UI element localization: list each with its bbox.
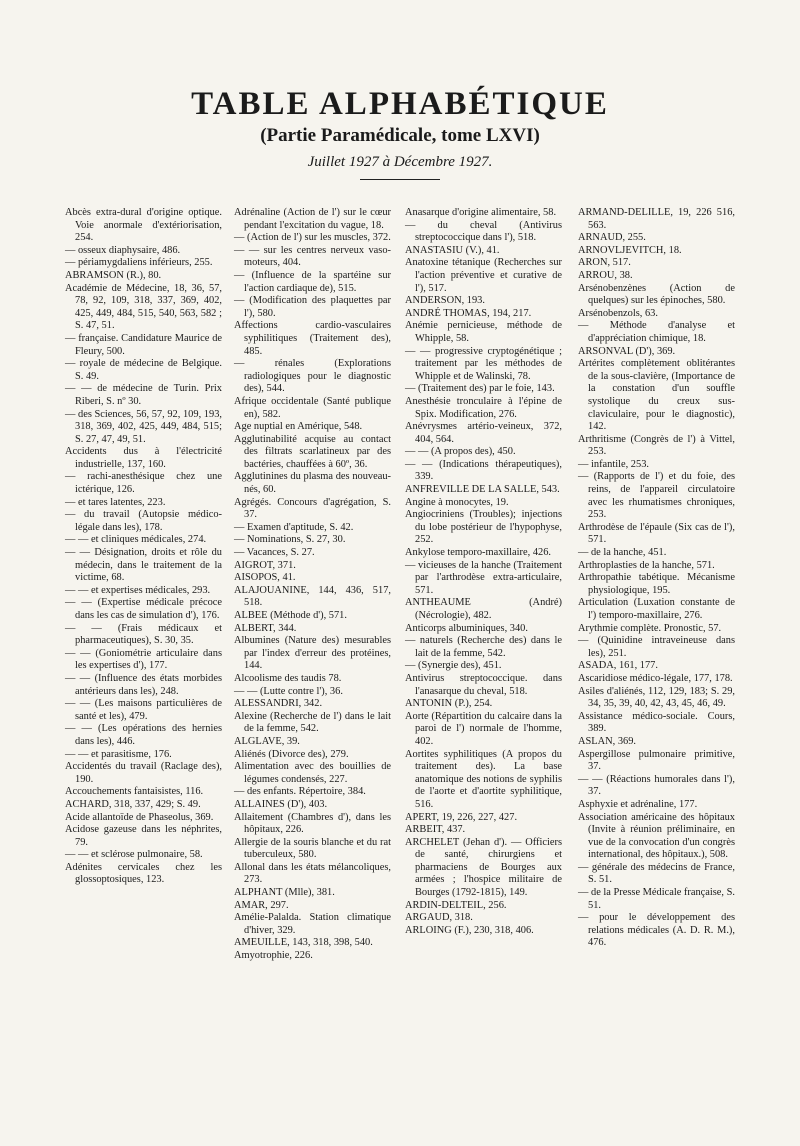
index-entry: — (Synergie des), 451. — [405, 660, 502, 672]
index-entry: ARCHELET (Jehan d'). — Officiers de santé, chirurgiens et pharmaciens de Bourges aux armées ; l'hospice militaire de Bourges (1792-1815), 149. — [405, 836, 562, 899]
index-entry: — — sur les centres nerveux vaso-moteurs, 404. — [234, 244, 391, 269]
index-entry: AMAR, 297. — [234, 899, 289, 911]
index-entry: ARMAND-DELILLE, 19, 226 516, 563. — [578, 207, 735, 231]
index-entry: — infantile, 253. — [578, 458, 649, 470]
index-entry: ARNAUD, 255. — [578, 232, 646, 244]
index-entry: Accidents dus à l'électricité industrielle, 137, 160. — [65, 446, 222, 470]
index-entry: — Nominations, S. 27, 30. — [234, 534, 346, 546]
index-entry: Amyotrophie, 226. — [234, 950, 313, 962]
index-entry: Anatoxine tétanique (Recherches sur l'action préventive et curative de l'), 517. — [405, 257, 562, 294]
page-subtitle: (Partie Paramédicale, tome LXVI) — [260, 125, 540, 146]
index-entry: — de la Presse Médicale française, S. 51. — [578, 887, 735, 911]
index-entry: ANASTASIU (V.), 41. — [405, 244, 500, 256]
index-entry: Association américaine des hôpitaux (Invite à réunion préliminaire, en vue de la convocation d'un congrès international, des hôpitaux.), 508. — [578, 811, 735, 861]
index-entry: Acidose gazeuse dans les néphrites, 79. — [65, 824, 222, 848]
index-entry: — — Désignation, droits et rôle du médecin, dans le traitement de la victime, 68. — [65, 547, 222, 584]
index-entry: — (Influence de la spartéine sur l'action cardiaque de), 515. — [234, 269, 391, 294]
index-column-3 — [405, 207, 562, 937]
index-column-4 — [578, 207, 735, 950]
index-entry: ASADA, 161, 177. — [578, 660, 658, 672]
index-entry: — vicieuses de la hanche (Traitement par l'arthrodèse extra-articulaire, 571. — [405, 559, 562, 596]
index-entry: Articulation (Luxation constante de l') temporo-maxillaire, 276. — [578, 597, 735, 621]
index-entry: — Examen d'aptitude, S. 42. — [234, 521, 354, 533]
index-column-2 — [234, 207, 391, 963]
index-entry: Angiocriniens (Troubles); injections du lobe postérieur de l'hypophyse, 252. — [405, 509, 562, 546]
index-entry: — Méthode d'analyse et d'appréciation chimique, 18. — [578, 320, 735, 344]
index-entry: ALPHANT (Mlle), 381. — [234, 887, 335, 899]
index-entry: Arthritisme (Congrès de l') à Vittel, 253. — [578, 433, 735, 458]
index-entry: ALAJOUANINE, 144, 436, 517, 518. — [234, 584, 391, 609]
index-entry: Allaitement (Chambres d'), dans les hôpitaux, 226. — [234, 811, 391, 836]
index-entry: Assistance médico-sociale. Cours, 389. — [578, 710, 735, 735]
index-entry: Alcoolisme des taudis 78. — [234, 672, 342, 684]
index-entry: Aortites syphilitiques (A propos du traitement des). La base anatomique des notions de syphilis de l'aorte et d'aortite syphilitique, 516. — [405, 748, 562, 810]
index-entry: Aliénés (Divorce des), 279. — [234, 748, 349, 760]
index-entry: ANDERSON, 193. — [405, 295, 485, 307]
index-entry: Allonal dans les états mélancoliques, 273. — [234, 861, 391, 886]
index-entry: Académie de Médecine, 18, 36, 57, 78, 92, 109, 318, 337, 369, 402, 425, 449, 484, 515, 540, 563, 582 ; S. 47, 51. — [65, 282, 222, 332]
index-entry: ASLAN, 369. — [578, 735, 637, 747]
index-entry: Accidentés du travail (Raclage des), 190. — [65, 761, 222, 785]
index-entry: ARLOING (F.), 230, 318, 406. — [405, 924, 534, 936]
index-entry: — — (A propos des), 450. — [405, 446, 516, 458]
index-entry: — du travail (Autopsie médico-légale dans les), 178. — [65, 509, 222, 533]
index-entry: — — (Frais médicaux et pharmaceutiques), S. 30, 35. — [65, 622, 222, 647]
index-entry: — des enfants. Répertoire, 384. — [234, 786, 366, 798]
index-entry: Ankylose temporo-maxillaire, 426. — [405, 547, 552, 559]
index-entry: Alimentation avec des bouillies de légumes condensés, 227. — [234, 761, 391, 785]
index-entry: ALBEE (Méthode d'), 571. — [234, 610, 347, 621]
index-entry: ARBEIT, 437. — [405, 824, 466, 836]
index-entry: APERT, 19, 226, 227, 427. — [405, 811, 518, 823]
index-entry: — périamygdaliens inférieurs, 255. — [65, 257, 213, 269]
index-entry: Allergie de la souris blanche et du rat tuberculeux, 580. — [234, 836, 391, 861]
index-entry: ANFREVILLE DE LA SALLE, 543. — [405, 484, 560, 496]
index-entry: Agglutinabilité acquise au contact des filtrats scarlatineux par des bactéries, chauffées à 60º, 36. — [234, 433, 391, 470]
index-entry: ARDIN-DELTEIL, 256. — [405, 899, 507, 911]
index-entry: Afrique occidentale (Santé publique en), 582. — [234, 395, 391, 420]
index-entry: — française. Candidature Maurice de Fleury, 500. — [65, 332, 222, 357]
index-entry: — (Quinidine intraveineuse dans les), 251. — [578, 635, 735, 659]
index-entry: Aspergillose pulmonaire primitive, 37. — [578, 748, 735, 773]
index-entry: — des Sciences, 56, 57, 92, 109, 193, 318, 369, 402, 425, 449, 484, 515; S. 27, 47, 49, 51. — [65, 408, 222, 445]
index-entry: Anémie pernicieuse, méthode de Whipple, 58. — [405, 320, 562, 344]
title-divider — [360, 179, 440, 180]
index-entry: — générale des médecins de France, S. 51. — [578, 861, 735, 886]
index-entry: Agglutinines du plasma des nouveau-nés, 60. — [234, 471, 391, 496]
index-entry: — rachi-anesthésique chez une ictérique, 126. — [65, 471, 222, 496]
index-entry: Angine à monocytes, 19. — [405, 496, 509, 508]
index-entry: Antivirus streptococcique. dans l'anasarque du cheval, 518. — [405, 672, 562, 697]
index-entry: — — (Lutte contre l'), 36. — [234, 685, 343, 697]
index-entry: Acide allantoïde de Phaseolus, 369. — [65, 811, 214, 823]
index-entry: Adrénaline (Action de l') sur le cœur pendant l'excitation du vague, 18. — [234, 207, 391, 231]
index-entry: Artérites complètement oblitérantes de la sous-clavière, (Importance de la constation d'un souffle systolique du creux sus-claviculaire, pour le diagnostic), 142. — [578, 358, 735, 433]
index-entry: Arthropathie tabétique. Mécanisme physiologique, 195. — [578, 572, 735, 596]
index-entry: Arsénobenzènes (Action de quelques) sur les épinoches, 580. — [578, 282, 735, 307]
index-entry: AISOPOS, 41. — [234, 572, 296, 584]
index-entry: ARNOVLJEVITCH, 18. — [578, 244, 682, 256]
index-entry: — — (Les maisons particulières de santé et les), 479. — [65, 698, 222, 722]
index-entry: — (Rapports de l') et du foie, des reins, de l'appareil circulatoire avec les rhumatismes chroniques, 253. — [578, 471, 735, 521]
index-entry: Anasarque d'origine alimentaire, 58. — [405, 207, 557, 218]
index-entry: — (Modification des plaquettes par l'), 580. — [234, 295, 391, 319]
index-entry: — — (Les opérations des hernies dans les), 446. — [65, 723, 222, 747]
index-entry: Age nuptial en Amérique, 548. — [234, 421, 363, 433]
index-entry: — — (Influence des états morbides antérieurs dans les), 248. — [65, 672, 222, 697]
index-entry: — — de médecine de Turin. Prix Riberi, S. nº 30. — [65, 383, 222, 407]
index-entry: Alexine (Recherche de l') dans le lait de la femme, 542. — [234, 710, 391, 735]
index-entry: — (Traitement des) par le foie, 143. — [405, 383, 555, 395]
index-entry: — — et expertises médicales, 293. — [65, 584, 211, 596]
index-entry: — — et cliniques médicales, 274. — [65, 534, 207, 546]
index-entry: — — progressive cryptogénétique ; traitement par les méthodes de Whipple et de Walinski, 78. — [405, 345, 562, 382]
index-entry: Arthroplasties de la hanche, 571. — [578, 559, 715, 571]
index-entry: Anévrysmes artério-veineux, 372, 404, 564. — [405, 421, 562, 445]
index-entry: ANTONIN (P.), 254. — [405, 698, 493, 710]
index-entry: ARROU, 38. — [578, 269, 633, 281]
index-entry: — de la hanche, 451. — [578, 547, 667, 559]
index-entry: — pour le développement des relations médicales (A. D. R. M.), 476. — [578, 912, 735, 949]
index-entry: Arthrodèse de l'épaule (Six cas de l'), 571. — [578, 521, 735, 546]
index-entry: Affections cardio-vasculaires syphilitiques (Traitement des), 485. — [234, 320, 391, 357]
index-entry: ALESSANDRI, 342. — [234, 698, 323, 710]
index-entry: — — (Goniométrie articulaire dans les expertises d'), 177. — [65, 647, 222, 672]
index-entry: ACHARD, 318, 337, 429; S. 49. — [65, 798, 201, 810]
index-entry: Asiles d'aliénés, 112, 129, 183; S. 29, 34, 35, 39, 40, 42, 43, 45, 46, 49. — [578, 685, 735, 710]
index-entry: — osseux diaphysaire, 486. — [65, 244, 181, 256]
index-entry: — naturels (Recherche des) dans le lait de la femme, 542. — [405, 635, 562, 659]
index-entry: Anticorps albuminiques, 340. — [405, 622, 528, 634]
index-entry: — rénales (Explorations radiologiques pour le diagnostic des), 544. — [234, 358, 391, 395]
index-entry: Abcès extra-dural d'origine optique. Voie anormale d'extériorisation, 254. — [65, 207, 222, 244]
index-entry: AIGROT, 371. — [234, 559, 296, 571]
index-entry: AMEUILLE, 143, 318, 398, 540. — [234, 937, 373, 949]
index-column-1 — [65, 207, 222, 887]
index-entry: Adénites cervicales chez les glossoptosiques, 123. — [65, 861, 222, 886]
index-entry: ALGLAVE, 39. — [234, 735, 300, 747]
index-entry: — Vacances, S. 27. — [234, 547, 315, 559]
index-entry: Aorte (Répartition du calcaire dans la paroi de l') normale de l'homme, 402. — [405, 710, 562, 747]
index-entry: ARGAUD, 318. — [405, 912, 473, 924]
index-entry: Amélie-Palalda. Station climatique d'hiver, 329. — [234, 912, 391, 936]
index-entry: Anesthésie tronculaire à l'épine de Spix. Modification, 276. — [405, 395, 562, 420]
date-range: Juillet 1927 à Décembre 1927. — [307, 154, 493, 170]
index-entry: — — et sclérose pulmonaire, 58. — [65, 849, 203, 861]
index-entry: ALBERT, 344. — [234, 622, 297, 634]
index-entry: — royale de médecine de Belgique. S. 49. — [65, 358, 222, 382]
index-entry: — — et parasitisme, 176. — [65, 748, 172, 760]
index-entry: — (Action de l') sur les muscles, 372. — [234, 232, 391, 244]
index-entry: ARON, 517. — [578, 257, 631, 269]
index-entry: Albumines (Nature des) mesurables par l'index d'erreur des protéines, 144. — [234, 635, 391, 672]
index-entry: ANDRÉ THOMAS, 194, 217. — [405, 307, 532, 319]
index-entry: — — (Expertise médicale précoce dans les cas de simulation d'), 176. — [65, 597, 222, 621]
index-entry: Asphyxie et adrénaline, 177. — [578, 798, 698, 810]
index-entry: ABRAMSON (R.), 80. — [65, 269, 162, 281]
index-entry: Agrégés. Concours d'agrégation, S. 37. — [234, 496, 391, 521]
page-title: TABLE ALPHABÉTIQUE — [191, 86, 609, 122]
index-entry: ANTHEAUME (André) (Nécrologie), 482. — [405, 597, 562, 621]
index-entry: Arythmie complète. Pronostic, 57. — [578, 622, 722, 634]
index-entry: ARSONVAL (D'), 369. — [578, 345, 676, 357]
index-entry: — du cheval (Antivirus streptococcique dans l'), 518. — [405, 219, 562, 244]
index-entry: — — (Indications thérapeutiques), 339. — [405, 458, 562, 483]
index-entry: — — (Réactions humorales dans l'), 37. — [578, 773, 735, 798]
index-entry: ALLAINES (D'), 403. — [234, 798, 328, 810]
index-entry: Arsénobenzols, 63. — [578, 307, 658, 319]
index-entry: Accouchements fantaisistes, 116. — [65, 786, 204, 798]
index-entry: Ascaridiose médico-légale, 177, 178. — [578, 672, 733, 684]
index-entry: — et tares latentes, 223. — [65, 496, 166, 508]
